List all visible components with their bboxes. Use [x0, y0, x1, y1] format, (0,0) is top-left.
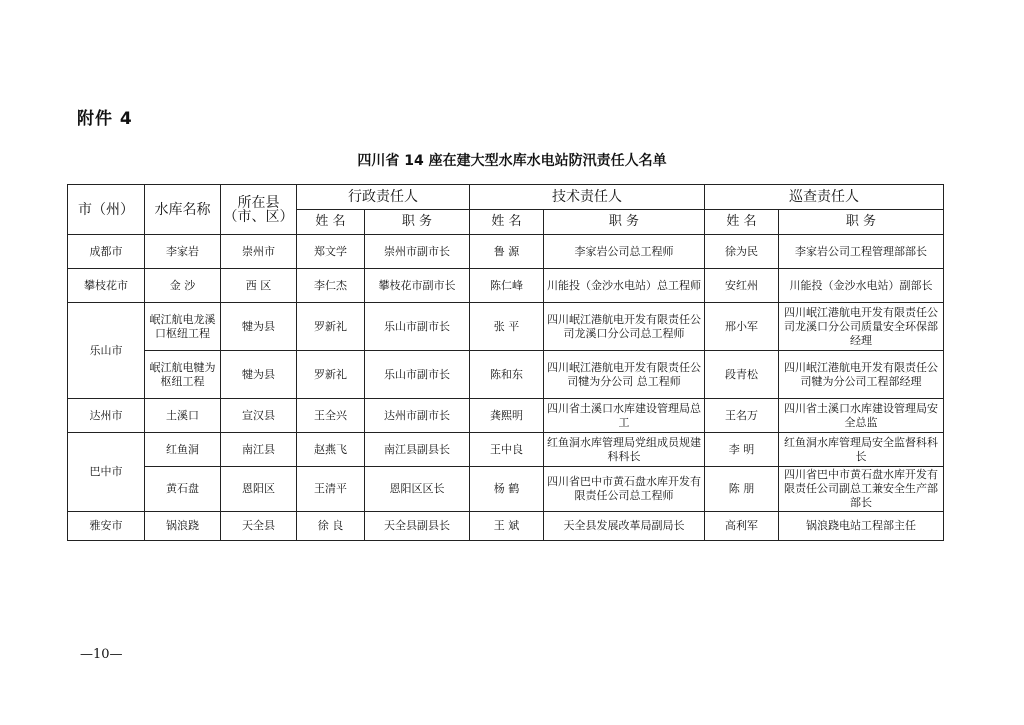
header-admin-position: 职 务 [365, 210, 470, 235]
table-row [68, 433, 944, 467]
patrol-name-cell: 徐为民 [705, 235, 779, 269]
header-city: 市（州） [68, 185, 145, 235]
annex-label: 附件 4 [77, 109, 133, 129]
tech-name-cell: 王 斌 [470, 512, 544, 541]
patrol-name-cell: 王名万 [705, 399, 779, 433]
table-row [68, 512, 944, 541]
patrol-name-cell: 陈 朋 [705, 467, 779, 512]
tech-name-cell: 陈仁峰 [470, 269, 544, 303]
patrol-position-cell: 川能投（金沙水电站）副部长 [779, 269, 944, 303]
header-admin-name: 姓 名 [297, 210, 365, 235]
header-patrol-name: 姓 名 [705, 210, 779, 235]
header-patrol-position: 职 务 [779, 210, 944, 235]
admin-name-cell: 李仁杰 [297, 269, 365, 303]
responsibility-table [67, 184, 944, 541]
header-reservoir: 水库名称 [145, 185, 221, 235]
tech-name-cell: 王中良 [470, 433, 544, 467]
county-cell: 西 区 [221, 269, 297, 303]
reservoir-cell: 锅浪跷 [145, 512, 221, 541]
page-number: —10— [80, 647, 123, 662]
patrol-position-cell: 四川岷江港航电开发有限责任公司龙溪口分公司质量安全环保部经理 [779, 303, 944, 351]
patrol-position-cell: 李家岩公司工程管理部部长 [779, 235, 944, 269]
reservoir-cell: 红鱼洞 [145, 433, 221, 467]
admin-name-cell: 罗新礼 [297, 303, 365, 351]
document-title: 四川省 14 座在建大型水库水电站防汛责任人名单 [357, 153, 667, 169]
admin-position-cell: 崇州市副市长 [365, 235, 470, 269]
patrol-position-cell: 红鱼洞水库管理局安全监督科科长 [779, 433, 944, 467]
city-cell: 达州市 [68, 399, 145, 433]
admin-name-cell: 王全兴 [297, 399, 365, 433]
tech-name-cell: 鲁 源 [470, 235, 544, 269]
tech-name-cell: 陈和东 [470, 351, 544, 399]
admin-name-cell: 徐 良 [297, 512, 365, 541]
patrol-name-cell: 李 明 [705, 433, 779, 467]
header-county: 所在县（市、区） [221, 185, 297, 235]
reservoir-cell: 土溪口 [145, 399, 221, 433]
reservoir-cell: 李家岩 [145, 235, 221, 269]
city-cell: 攀枝花市 [68, 269, 145, 303]
admin-position-cell: 攀枝花市副市长 [365, 269, 470, 303]
county-cell: 崇州市 [221, 235, 297, 269]
admin-name-cell: 郑文学 [297, 235, 365, 269]
city-cell: 雅安市 [68, 512, 145, 541]
tech-name-cell: 张 平 [470, 303, 544, 351]
city-cell: 成都市 [68, 235, 145, 269]
patrol-name-cell: 高利军 [705, 512, 779, 541]
tech-position-cell: 天全县发展改革局副局长 [544, 512, 705, 541]
patrol-position-cell: 四川岷江港航电开发有限责任公司犍为分公司工程部经理 [779, 351, 944, 399]
patrol-name-cell: 邢小军 [705, 303, 779, 351]
patrol-position-cell: 四川省土溪口水库建设管理局安全总监 [779, 399, 944, 433]
table-row [68, 303, 944, 351]
header-patrol-group: 巡查责任人 [705, 185, 944, 210]
county-cell: 宣汉县 [221, 399, 297, 433]
reservoir-cell: 岷江航电犍为枢纽工程 [145, 351, 221, 399]
patrol-name-cell: 安红州 [705, 269, 779, 303]
tech-position-cell: 四川省土溪口水库建设管理局总工 [544, 399, 705, 433]
admin-position-cell: 南江县副县长 [365, 433, 470, 467]
table-row [68, 467, 944, 512]
tech-position-cell: 四川省巴中市黄石盘水库开发有限责任公司总工程师 [544, 467, 705, 512]
admin-position-cell: 恩阳区区长 [365, 467, 470, 512]
patrol-position-cell: 锅浪跷电站工程部主任 [779, 512, 944, 541]
reservoir-cell: 岷江航电龙溪口枢纽工程 [145, 303, 221, 351]
tech-position-cell: 川能投（金沙水电站）总工程师 [544, 269, 705, 303]
tech-position-cell: 四川岷江港航电开发有限责任公司龙溪口分公司总工程师 [544, 303, 705, 351]
county-cell: 天全县 [221, 512, 297, 541]
table-row [68, 399, 944, 433]
tech-name-cell: 杨 鹤 [470, 467, 544, 512]
admin-position-cell: 达州市副市长 [365, 399, 470, 433]
county-cell: 恩阳区 [221, 467, 297, 512]
header-row-top [68, 185, 944, 210]
admin-position-cell: 天全县副县长 [365, 512, 470, 541]
tech-name-cell: 龚熙明 [470, 399, 544, 433]
admin-position-cell: 乐山市副市长 [365, 303, 470, 351]
header-tech-position: 职 务 [544, 210, 705, 235]
tech-position-cell: 红鱼洞水库管理局党组成员规建科科长 [544, 433, 705, 467]
table-row [68, 269, 944, 303]
admin-position-cell: 乐山市副市长 [365, 351, 470, 399]
city-cell: 乐山市 [68, 303, 145, 399]
admin-name-cell: 罗新礼 [297, 351, 365, 399]
reservoir-cell: 黄石盘 [145, 467, 221, 512]
admin-name-cell: 赵燕飞 [297, 433, 365, 467]
county-cell: 犍为县 [221, 303, 297, 351]
reservoir-cell: 金 沙 [145, 269, 221, 303]
patrol-position-cell: 四川省巴中市黄石盘水库开发有限责任公司副总工兼安全生产部部长 [779, 467, 944, 512]
admin-name-cell: 王清平 [297, 467, 365, 512]
header-admin-group: 行政责任人 [297, 185, 470, 210]
tech-position-cell: 李家岩公司总工程师 [544, 235, 705, 269]
city-cell: 巴中市 [68, 433, 145, 512]
header-tech-name: 姓 名 [470, 210, 544, 235]
patrol-name-cell: 段青松 [705, 351, 779, 399]
table-row [68, 235, 944, 269]
header-tech-group: 技术责任人 [470, 185, 705, 210]
county-cell: 南江县 [221, 433, 297, 467]
table-row [68, 351, 944, 399]
county-cell: 犍为县 [221, 351, 297, 399]
tech-position-cell: 四川岷江港航电开发有限责任公司犍为分公司 总工程师 [544, 351, 705, 399]
